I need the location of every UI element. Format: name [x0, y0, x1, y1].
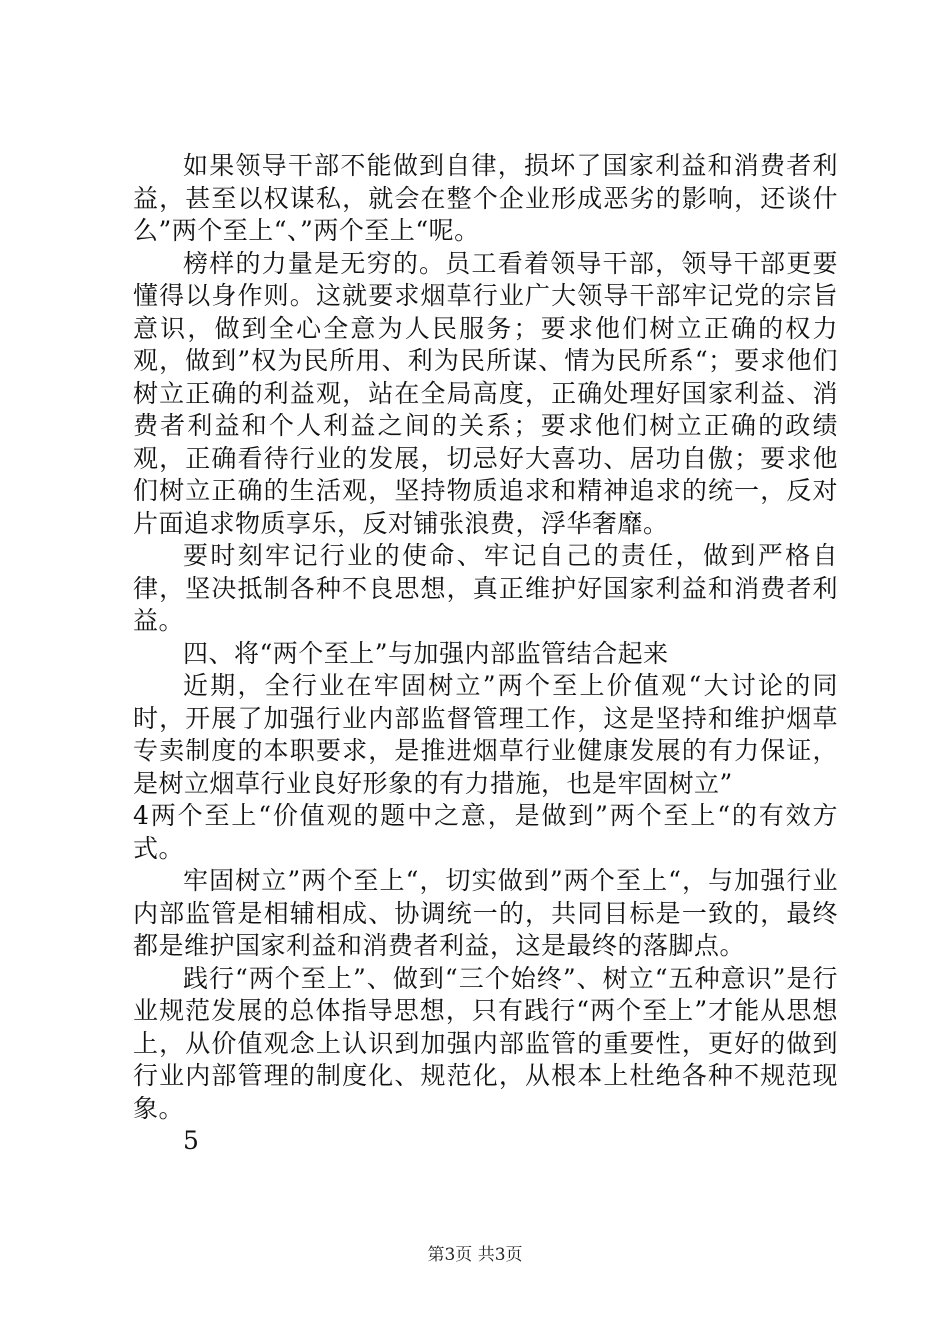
document-body [133, 150, 838, 1158]
paragraph: 践行“两个至上”、做到“三个始终”、树立“五种意识”是行业规范发展的总体指导思想，只有践行“两个至上”才能从思想上，从价值观念上认识到加强内部监管的重要性，更好的做到行业内部管理的制度化、规范化，从根本上杜绝各种不规范现象。 [133, 963, 838, 1123]
paragraph: 近期，全行业在牢固树立”两个至上价值观“大讨论的同时，开展了加强行业内部监督管理工作，这是坚持和维护烟草专卖制度的本职要求，是推进烟草行业健康发展的有力保证，是树立烟草行业良好形象的有力措施，也是牢固树立” [133, 671, 838, 798]
paragraph: 榜样的力量是无穷的。员工看着领导干部，领导干部更要懂得以身作则。这就要求烟草行业广大领导干部牢记党的宗旨意识，做到全心全意为人民服务；要求他们树立正确的权力观，做到”权为民所用、利为民所谋、情为民所系“；要求他们树立正确的利益观，站在全局高度，正确处理好国家利益、消费者利益和个人利益之间的关系；要求他们树立正确的政绩观，正确看待行业的发展，切忌好大喜功、居功自傲；要求他们树立正确的生活观，坚持物质追求和精神追求的统一，反对片面追求物质享乐，反对铺张浪费，浮华奢靡。 [133, 248, 838, 538]
stray-number: 5 [183, 1126, 200, 1155]
page-number-footer: 第3页 共3页 [427, 1245, 523, 1265]
paragraph: 4两个至上“价值观的题中之意，是做到”两个至上“的有效方式。 [133, 801, 838, 863]
paragraph: 如果领导干部不能做到自律，损坏了国家利益和消费者利益，甚至以权谋私，就会在整个企业形成恶劣的影响，还谈什么”两个至上“、”两个至上“呢。 [133, 151, 838, 245]
paragraph: 要时刻牢记行业的使命、牢记自己的责任，做到严格自律，坚决抵制各种不良思想，真正维护好国家利益和消费者利益。 [133, 541, 838, 635]
section-heading: 四、将“两个至上”与加强内部监管结合起来 [183, 638, 669, 668]
paragraph: 牢固树立”两个至上“，切实做到”两个至上“，与加强行业内部监管是相辅相成、协调统一的，共同目标是一致的，最终都是维护国家利益和消费者利益，这是最终的落脚点。 [133, 866, 838, 960]
